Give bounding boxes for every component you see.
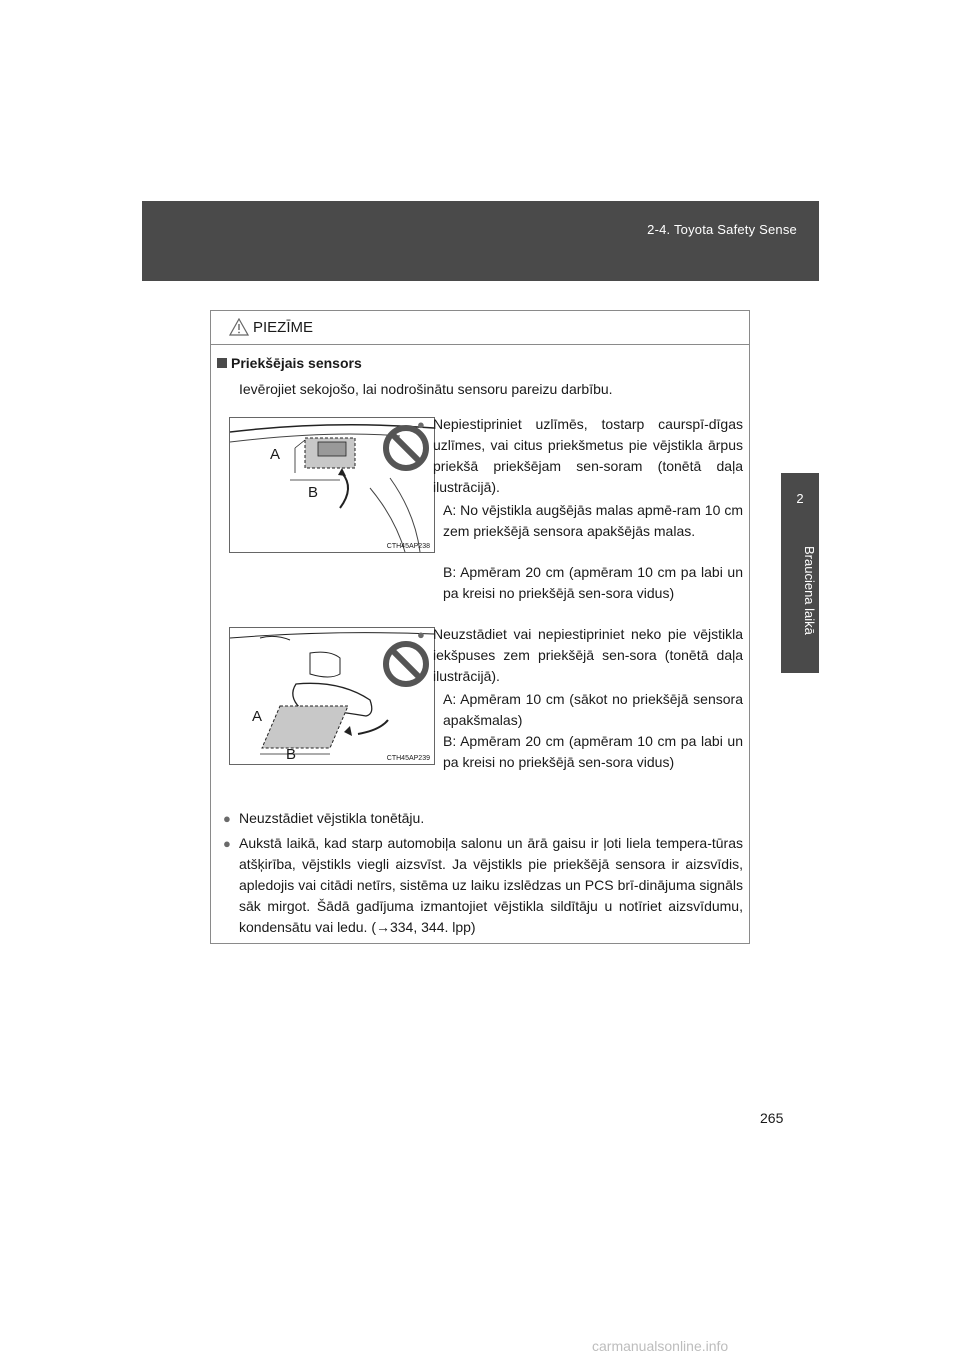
label-a: A xyxy=(270,446,281,463)
mirror-area-illustration xyxy=(230,628,434,764)
label-b: B xyxy=(286,746,297,763)
warning-icon xyxy=(229,318,249,336)
section-heading: Priekšējais sensors xyxy=(217,355,362,371)
figure-windshield-inside xyxy=(229,627,435,765)
chapter-tab xyxy=(781,473,819,673)
watermark: carmanualsonline.info xyxy=(592,1338,729,1354)
figure-windshield-outside xyxy=(229,417,435,553)
bullet-icon: ● xyxy=(223,836,231,851)
label-a: A xyxy=(252,708,263,725)
chapter-number: 2 xyxy=(796,491,804,506)
bullet-icon: ● xyxy=(223,811,231,826)
section-title: 2-4. Toyota Safety Sense xyxy=(647,222,797,237)
chapter-label: Brauciena laikā xyxy=(802,545,817,635)
dimension-b: B: Apmēram 20 cm (apmēram 10 cm pa labi un pa kreisi no priekšējā sen-sora vidus) xyxy=(443,564,743,601)
bullet-icon: ● xyxy=(417,627,425,642)
dimension-a: A: Apmēram 10 cm (sākot no priekšējā sensora apakšmalas) xyxy=(443,691,743,728)
header-band xyxy=(142,201,819,281)
intro-text: Ievērojiet sekojošo, lai nodrošinātu sensoru pareizu darbību. xyxy=(239,381,613,397)
figure-code: CTH45AP238 xyxy=(386,543,430,550)
list-item: ● Aukstā laikā, kad starp automobiļa salonu un ārā gaisu ir ļoti liela tempera-tūras atšķirība, vējstikls viegli aizsvīst. Ja vējstikls pie priekšējā sensora ir aizsvīdis, apledojis vai citādi netīrs, sistēma uz laiku izslēdzas un PCS brī-dinājuma signāls sāk mirgot. Šādā gadījuma izmantojiet vējstikla sildītāju u notīriet aizsvīdumu, kondensātu vai ledu. (→334, 344. lpp) xyxy=(223,835,743,935)
note-title: PIEZĪME xyxy=(253,319,314,336)
dimension-b: B: Apmēram 20 cm (apmēram 10 cm pa labi un pa kreisi no priekšējā sen-sora vidus) xyxy=(443,733,743,770)
bullet-icon: ● xyxy=(417,417,425,432)
windshield-sticker-illustration xyxy=(230,418,434,552)
list-item: ● Neuzstādiet vējstikla tonētāju. xyxy=(239,808,743,829)
figure-code: CTH45AP239 xyxy=(386,755,430,762)
list-item: ● Neuzstādiet vai nepiestipriniet neko pie vējstikla iekšpuses zem priekšējā sen-sora (tonētā daļa ilustrācijā). xyxy=(417,626,743,684)
page-number: 265 xyxy=(760,1110,784,1126)
note-box xyxy=(210,310,750,944)
list-item: ● Nepiestipriniet uzlīmēs, tostarp caurspī-dīgas uzlīmes, vai citus priekšmetus pie vējstikla ārpus priekšā priekšējam sen-soram (tonētā daļa ilustrācijā). xyxy=(417,416,743,495)
dimension-a: A: No vējstikla augšējās malas apmē-ram 10 cm zem priekšējā sensora apakšējās malas. xyxy=(443,502,743,539)
note-header xyxy=(211,311,749,345)
square-bullet-icon xyxy=(217,358,227,368)
label-b: B xyxy=(308,484,319,501)
